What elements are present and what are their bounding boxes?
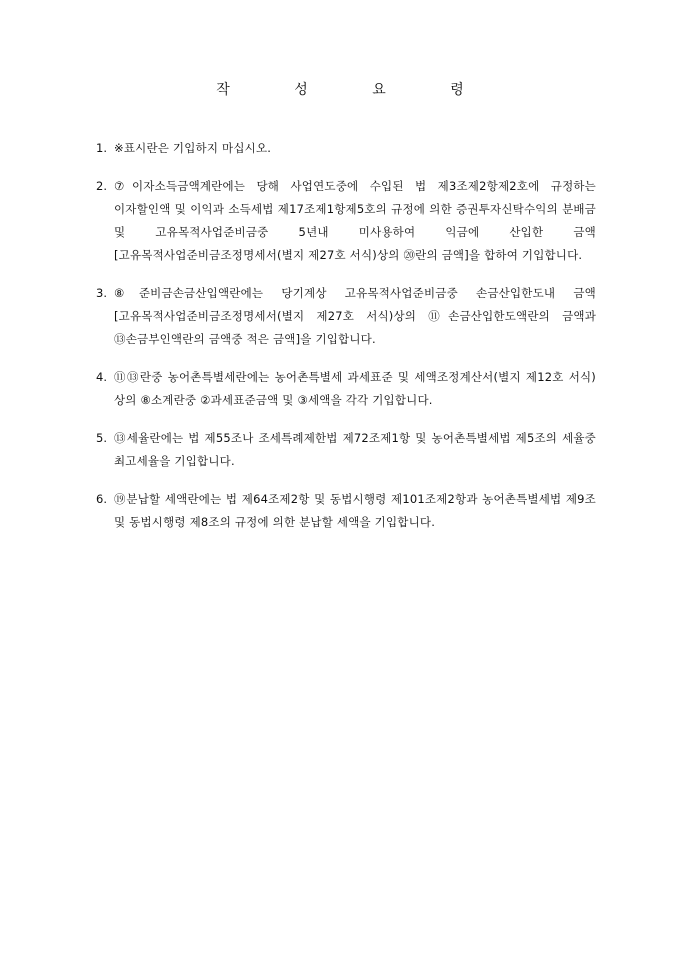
item-number: 6.: [96, 492, 107, 506]
item-text: ⑬세율란에는 법 제55조나 조세특례제한법 제72조제1항 및 농어촌특별세법 제5조의 세율중 최고세율을 기입합니다.: [114, 431, 596, 468]
item-number: 2.: [96, 179, 107, 193]
page-title: 작 성 요 령: [216, 82, 494, 98]
item-number: 4.: [96, 370, 107, 384]
list-item: [96, 427, 596, 473]
list-item: [96, 488, 596, 534]
item-number: 5.: [96, 431, 107, 445]
item-text: ⑪⑬란중 농어촌특별세란에는 농어촌특별세 과세표준 및 세액조정계산서(별지 제12호 서식)상의 ⑧소계란중 ②과세표준금액 및 ③세액을 각각 기입합니다.: [114, 370, 596, 407]
list-item: [96, 175, 596, 267]
item-text: ⑲분납할 세액란에는 법 제64조제2항 및 동법시행령 제101조제2항과 농어촌특별세법 제9조 및 동법시행령 제8조의 규정에 의한 분납할 세액을 기입합니다.: [114, 492, 596, 529]
list-item: [96, 366, 596, 412]
list-item: [96, 137, 596, 160]
item-text: ※표시란은 기입하지 마십시오.: [114, 141, 272, 155]
list-item: [96, 282, 596, 351]
item-text: ⑦이자소득금액계란에는 당해 사업연도중에 수입된 법 제3조제2항제2호에 규정하는 이자할인액 및 이익과 소득세법 제17조제1항제5호의 규정에 의한 증권투자신탁수익의 분배금 및 고유목적사업준비금중 5년내 미사용하여 익금에 산입한 금액[고유목적사업준비금조정명세서(별지 제27호 서식)상의 ⑳란의 금액]을 합하여 기입합니다.: [114, 179, 596, 262]
item-text: ⑧준비금손금산입액란에는 당기계상 고유목적사업준비금중 손금산입한도내 금액[고유목적사업준비금조정명세서(별지 제27호 서식)상의 ⑪손금산입한도액란의 금액과 ⑬손금부인액란의 금액중 적은 금액]을 기입합니다.: [114, 286, 596, 346]
item-number: 3.: [96, 286, 107, 300]
item-number: 1.: [96, 141, 107, 155]
instruction-list: [96, 137, 596, 549]
